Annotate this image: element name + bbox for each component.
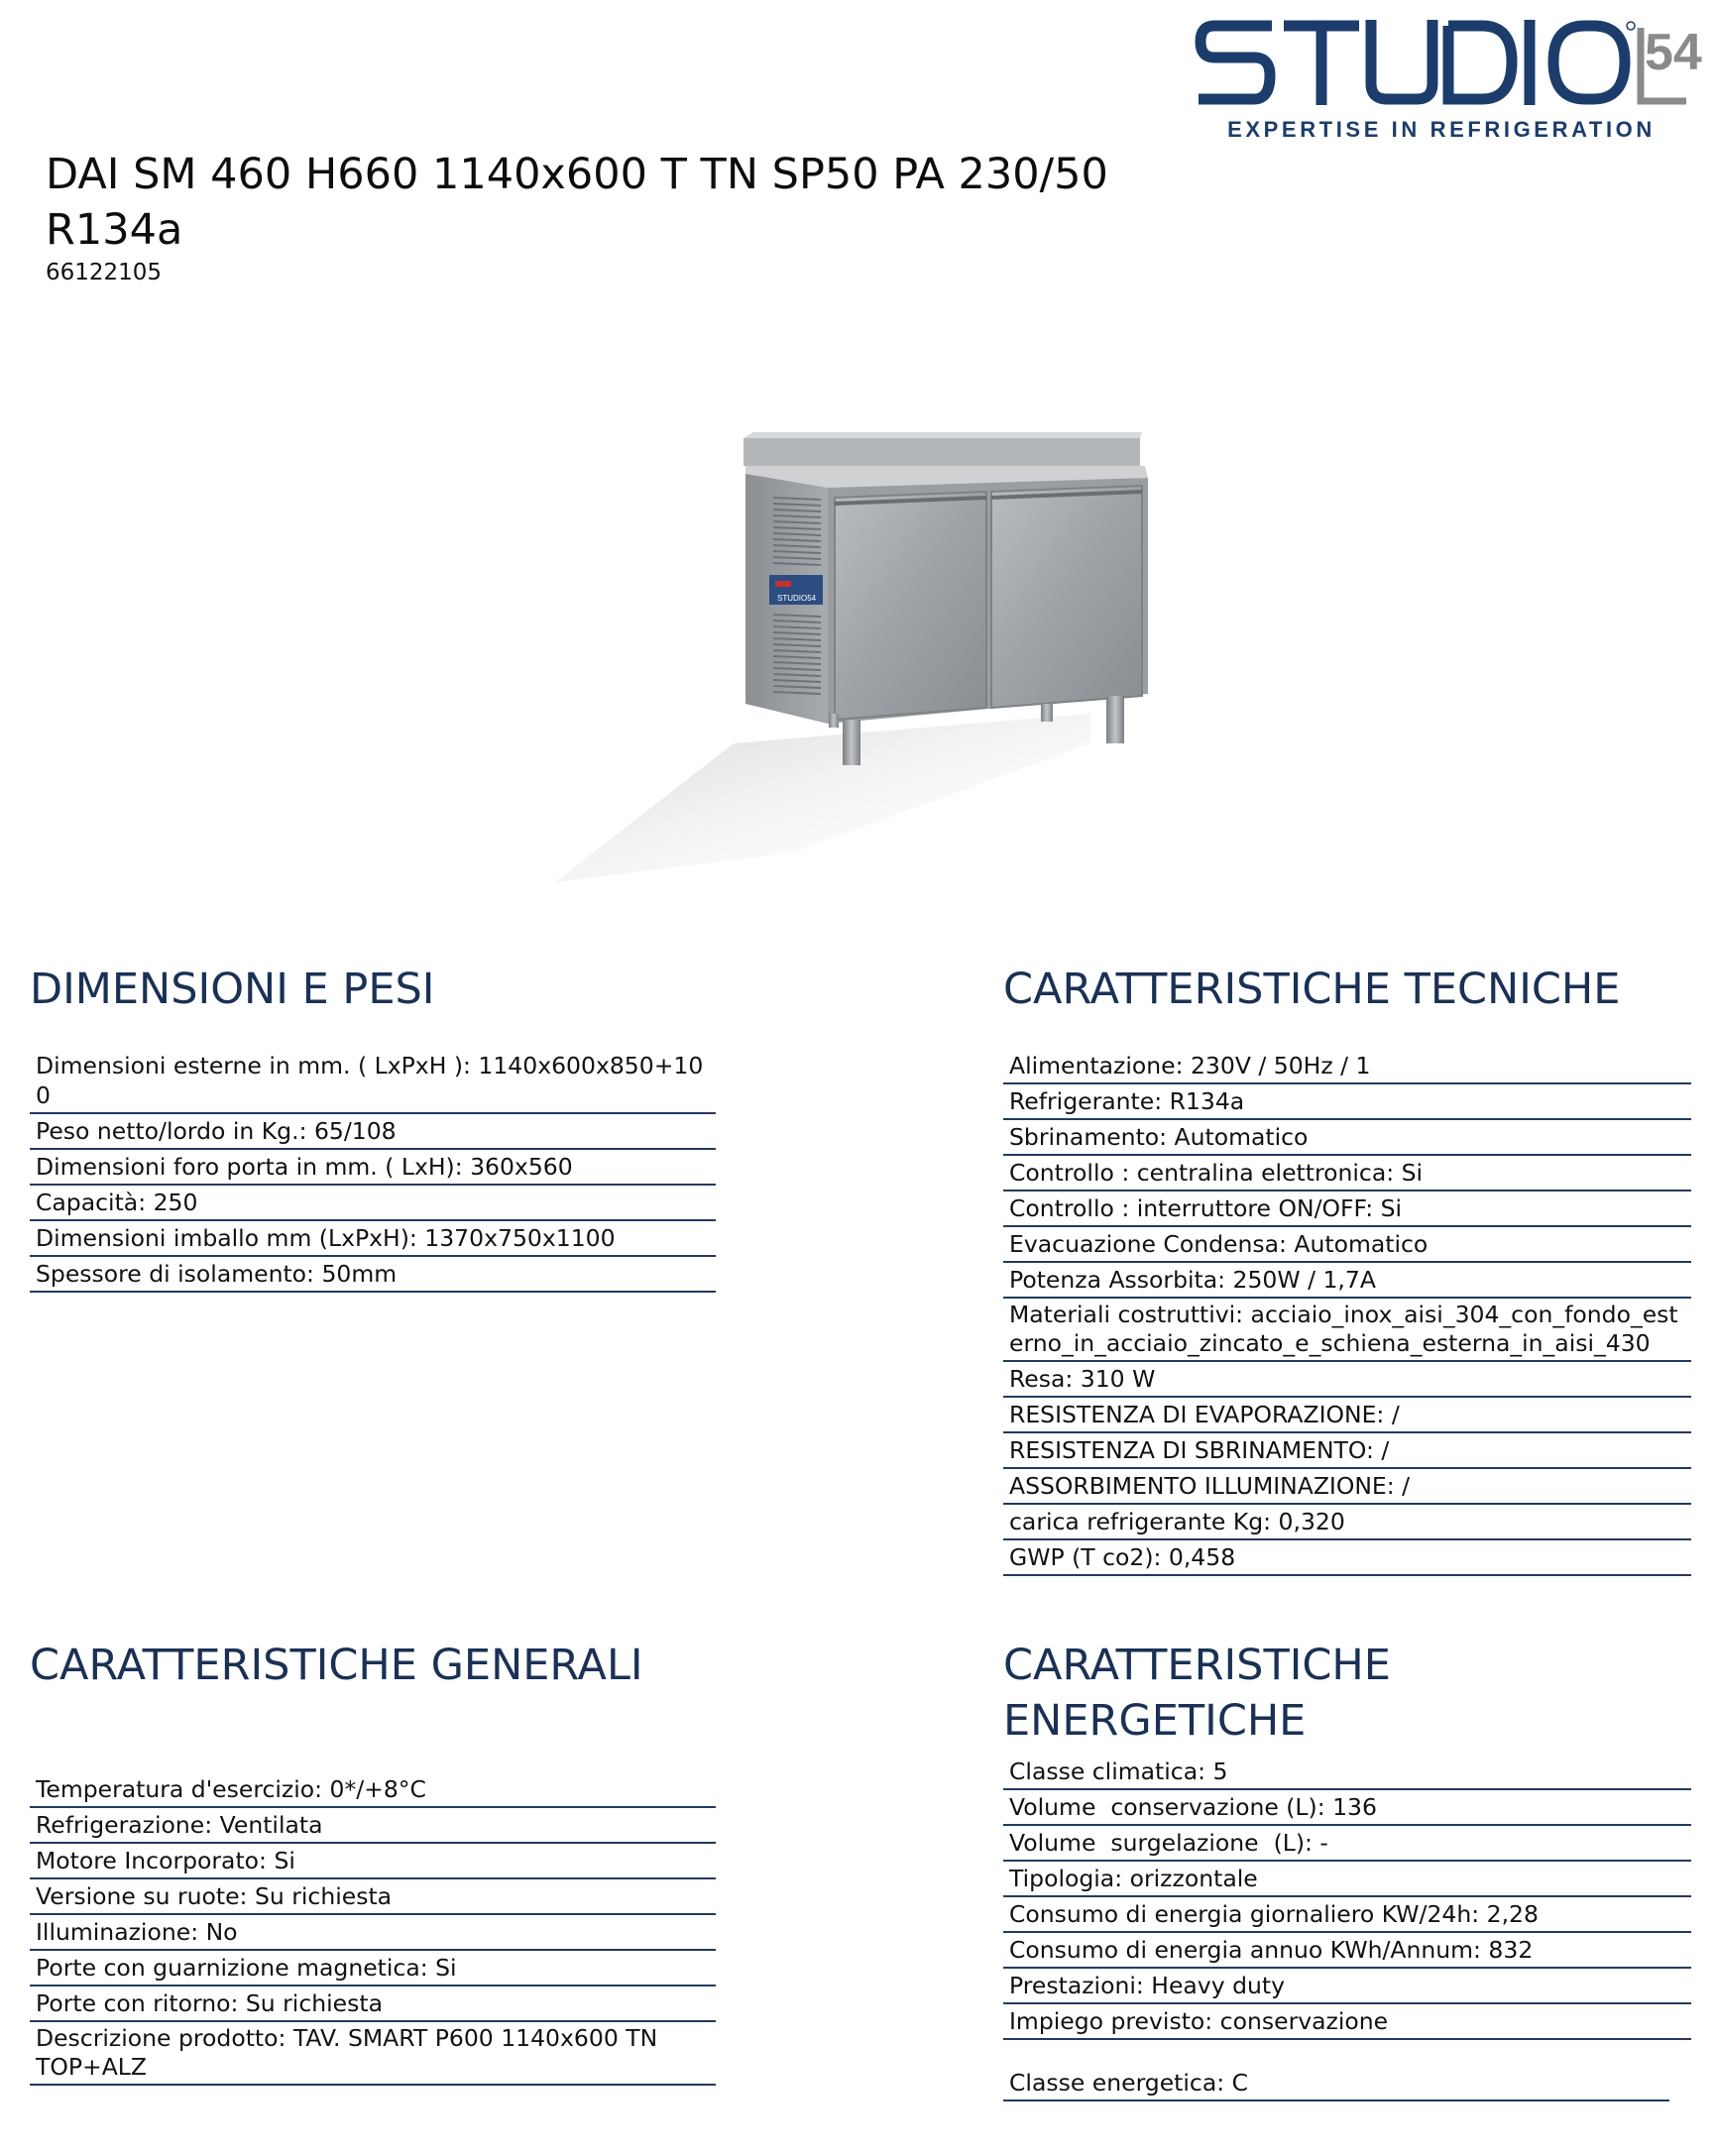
spec-row: Alimentazione: 230V / 50Hz / 1 — [1003, 1049, 1691, 1084]
spec-row: GWP (T co2): 0,458 — [1003, 1540, 1691, 1576]
section-title-generali: CARATTERISTICHE GENERALI — [30, 1641, 643, 1690]
product-code: 66122105 — [46, 260, 163, 285]
spec-row-classe-energetica: Classe energetica: C — [1003, 2066, 1669, 2101]
spec-row: Tipologia: orizzontale — [1003, 1862, 1691, 1897]
spec-row: Resa: 310 W — [1003, 1362, 1691, 1398]
spec-row: Versione su ruote: Su richiesta — [30, 1879, 716, 1915]
spec-row: Volume conservazione (L): 136 — [1003, 1790, 1691, 1826]
spec-row: Porte con ritorno: Su richiesta — [30, 1986, 716, 2022]
spec-row: Capacità: 250 — [30, 1186, 716, 1221]
section-title-dimensioni: DIMENSIONI E PESI — [30, 965, 435, 1014]
spec-row: Controllo : interruttore ON/OFF: Si — [1003, 1191, 1691, 1227]
spec-row: Peso netto/lordo in Kg.: 65/108 — [30, 1114, 716, 1150]
svg-text:54: 54 — [1645, 24, 1702, 81]
spec-row: Controllo : centralina elettronica: Si — [1003, 1156, 1691, 1191]
spec-row: Evacuazione Condensa: Automatico — [1003, 1227, 1691, 1263]
spec-row: Dimensioni imballo mm (LxPxH): 1370x750x1100 — [30, 1221, 716, 1257]
spec-row: Classe climatica: 5 — [1003, 1755, 1691, 1790]
spec-row: Impiego previsto: conservazione — [1003, 2004, 1691, 2040]
section-dimensioni — [30, 962, 716, 1293]
spec-row: Potenza Assorbita: 250W / 1,7A — [1003, 1263, 1691, 1299]
spec-row: RESISTENZA DI EVAPORAZIONE: / — [1003, 1398, 1691, 1433]
brand-logo — [1193, 14, 1702, 145]
section-generali — [30, 1638, 716, 2086]
section-energetiche — [1003, 1638, 1691, 2101]
spec-list-generali — [30, 1772, 716, 2086]
brand-tagline: EXPERTISE IN REFRIGERATION — [1227, 117, 1656, 142]
section-tecniche — [1003, 962, 1691, 1576]
section-title-energetiche: CARATTERISTICHE ENERGETICHE — [1003, 1641, 1391, 1746]
spec-row: Volume surgelazione (L): - — [1003, 1826, 1691, 1862]
spec-list-tecniche — [1003, 1049, 1691, 1576]
spec-row: Sbrinamento: Automatico — [1003, 1120, 1691, 1156]
product-title: DAI SM 460 H660 1140x600 T TN SP50 PA 230/50 R134a — [46, 150, 1108, 255]
spec-row-descrizione: Descrizione prodotto: TAV. SMART P600 1140x600 TN TOP+ALZ — [30, 2022, 716, 2086]
spec-row: Consumo di energia annuo KWh/Annum: 832 — [1003, 1933, 1691, 1969]
spec-row: Refrigerante: R134a — [1003, 1084, 1691, 1120]
spec-row: Illuminazione: No — [30, 1915, 716, 1951]
spec-list-dimensioni — [30, 1049, 716, 1293]
spec-row: Porte con guarnizione magnetica: Si — [30, 1951, 716, 1986]
product-image — [535, 416, 1170, 902]
spec-row-materiali: Materiali costruttivi: acciaio_inox_aisi_304_con_fondo_esterno_in_acciaio_zincato_e_schiena_esterna_in_aisi_430 — [1003, 1299, 1691, 1362]
studio54-logo-mark — [1193, 14, 1702, 113]
spec-row: Refrigerazione: Ventilata — [30, 1808, 716, 1844]
spec-row: RESISTENZA DI SBRINAMENTO: / — [1003, 1433, 1691, 1469]
spec-row: Motore Incorporato: Si — [30, 1844, 716, 1879]
spec-row: ASSORBIMENTO ILLUMINAZIONE: / — [1003, 1469, 1691, 1505]
spec-row: Dimensioni esterne in mm. ( LxPxH ): 1140x600x850+100 — [30, 1049, 716, 1114]
spec-row: Spessore di isolamento: 50mm — [30, 1257, 716, 1293]
spec-row: Prestazioni: Heavy duty — [1003, 1969, 1691, 2004]
spec-row: Dimensioni foro porta in mm. ( LxH): 360x560 — [30, 1150, 716, 1186]
spec-row: carica refrigerante Kg: 0,320 — [1003, 1505, 1691, 1540]
panel-label: STUDIO54 — [777, 594, 817, 603]
spec-row: Consumo di energia giornaliero KW/24h: 2,28 — [1003, 1897, 1691, 1933]
spec-list-energetiche — [1003, 1755, 1691, 2101]
spec-row: Temperatura d'esercizio: 0*/+8°C — [30, 1772, 716, 1808]
section-title-tecniche: CARATTERISTICHE TECNICHE — [1003, 965, 1621, 1014]
